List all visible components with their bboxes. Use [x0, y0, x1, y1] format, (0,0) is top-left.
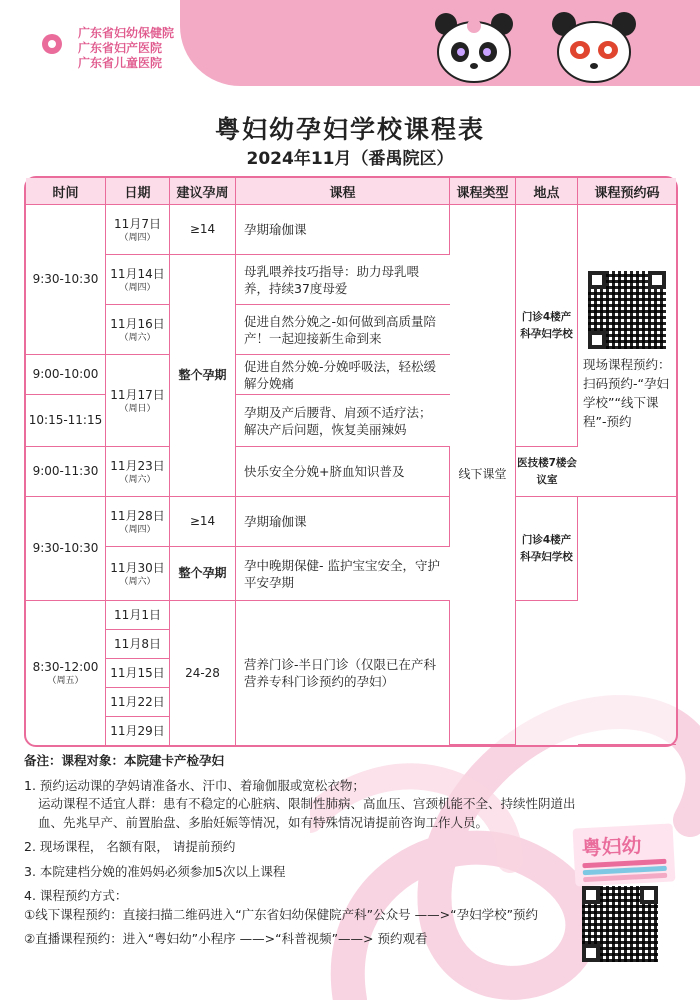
course-cell: 快乐安全分娩+脐血知识普及 [236, 447, 450, 497]
date-cell: 11月30日 （周六） [106, 547, 170, 601]
header-location: 地点 [516, 178, 578, 205]
booking-text: 现场课程预约：扫码预约-“孕妇学校”“线下课程”-预约 [583, 356, 671, 429]
note-4a: ①线下课程预约：直接扫描二维码进入“广东省妇幼保健院产科”公众号 ——>“孕妇学校”预约 [24, 906, 539, 922]
type-cell: 线下课堂 [450, 205, 516, 745]
header-weeks: 建议孕周 [170, 178, 236, 205]
promo-qr-code[interactable] [582, 886, 658, 962]
hospital-names [78, 26, 174, 71]
panda-mascot-right-icon [548, 10, 640, 84]
date-cell: 11月7日 （周四） [106, 205, 170, 255]
header-course: 课程 [236, 178, 450, 205]
course-cell: 促进自然分娩-分娩呼吸法，轻松缓解分娩痛 [236, 355, 450, 395]
course-cell: 孕期及产后腰背、肩颈不适疗法；解决产后问题，恢复美丽辣妈 [236, 395, 450, 447]
nutri-date: 11月15日 [106, 659, 169, 688]
course-cell: 促进自然分娩之-如何做到高质量陪产！一起迎接新生命到来 [236, 305, 450, 355]
note-3: 3. 本院建档分娩的准妈妈必须参加5次以上课程 [24, 863, 286, 879]
promo-card [566, 826, 678, 976]
nutri-date: 11月1日 [106, 601, 169, 630]
hospital-header [30, 26, 210, 78]
time-cell: 10:15-11:15 [26, 395, 106, 447]
note-4b: ②直播课程预约：进入“粤妇幼”小程序 ——>“科普视频”——> 预约观看 [24, 931, 428, 946]
nutri-date: 11月8日 [106, 630, 169, 659]
nutri-date: 11月29日 [110, 724, 165, 738]
hospital-name-3: 广东省儿童医院 [78, 56, 163, 70]
schedule-table [24, 176, 678, 747]
page-subtitle: 2024年11月（番禺院区） [246, 149, 454, 169]
course-cell: 孕期瑜伽课 [236, 205, 450, 255]
note-1a: 1. 预约运动课的孕妈请准备水、汗巾、着瑜伽服或宽松衣物； [24, 777, 365, 793]
course-cell: 孕期瑜伽课 [236, 497, 450, 547]
time-cell: 9:30-10:30 [26, 205, 106, 355]
course-cell: 孕中晚期保健- 监护宝宝安全，守护平安孕期 [236, 547, 450, 601]
nutri-date: 11月22日 [106, 688, 169, 717]
location-cell: 门诊4楼产科孕妇学校 [516, 205, 578, 447]
time-cell: 9:30-10:30 [26, 497, 106, 601]
booking-cell [578, 205, 676, 497]
note-1b: 运动课程不适宜人群：患有不稳定的心脏病、限制性肺病、高血压、宫颈机能不全、持续性阴道出血、先兆早产、前置胎盘、多胎妊娠等情况，如有特殊情况请提前咨询工作人员。 [38, 796, 576, 830]
weeks-cell: ≥14 [170, 497, 236, 547]
time-cell: 9:00-10:00 [26, 355, 106, 395]
promo-banner [573, 823, 676, 886]
date-cell: 11月17日 （周日） [106, 355, 170, 447]
note-2: 2. 现场课程， 名额有限， 请提前预约 [24, 839, 236, 854]
header-time: 时间 [26, 178, 106, 205]
course-cell: 营养门诊-半日门诊（仅限已在产科营养专科门诊预约的孕妇） [236, 601, 450, 745]
location-cell: 门诊4楼产科孕妇学校 [516, 497, 578, 601]
location-cell-empty [516, 601, 578, 745]
header-type: 课程类型 [450, 178, 516, 205]
location-cell: 医技楼7楼会议室 [516, 447, 578, 497]
booking-cell-empty [578, 497, 676, 745]
panda-mascot-left-icon [428, 10, 520, 84]
weeks-cell: ≥14 [170, 205, 236, 255]
time-cell: 9:00-11:30 [26, 447, 106, 497]
notes-heading: 备注：课程对象：本院建卡产检孕妇 [24, 753, 225, 768]
table-header-row [26, 178, 676, 205]
table-row [26, 205, 676, 255]
table-row [26, 497, 676, 547]
time-cell: 8:30-12:00 （周五） [26, 601, 106, 745]
date-cell: 11月28日 （周四） [106, 497, 170, 547]
hospital-name-1: 广东省妇幼保健院 [78, 26, 175, 40]
nutri-dates-cell [106, 601, 170, 745]
hospital-logo-icon [30, 28, 74, 72]
page-title: 粤妇幼孕妇学校课程表 [214, 115, 485, 144]
note-4: 4. 课程预约方式： [24, 888, 128, 903]
weeks-cell: 整个孕期 [170, 547, 236, 601]
course-cell: 母乳喂养技巧指导：助力母乳喂养，持续37度母爱 [236, 255, 450, 305]
header-date: 日期 [106, 178, 170, 205]
date-cell: 11月23日 （周六） [106, 447, 170, 497]
notes-section [24, 752, 584, 949]
weeks-cell: 24-28 [170, 601, 236, 745]
booking-qr-code[interactable] [588, 271, 666, 349]
weeks-cell: 整个孕期 [170, 255, 236, 497]
date-cell: 11月16日 （周六） [106, 305, 170, 355]
promo-brand: 粤妇幼 [580, 833, 643, 861]
hospital-name-2: 广东省妇产医院 [78, 41, 163, 55]
date-cell: 11月14日 （周四） [106, 255, 170, 305]
header-booking-code: 课程预约码 [578, 178, 676, 205]
